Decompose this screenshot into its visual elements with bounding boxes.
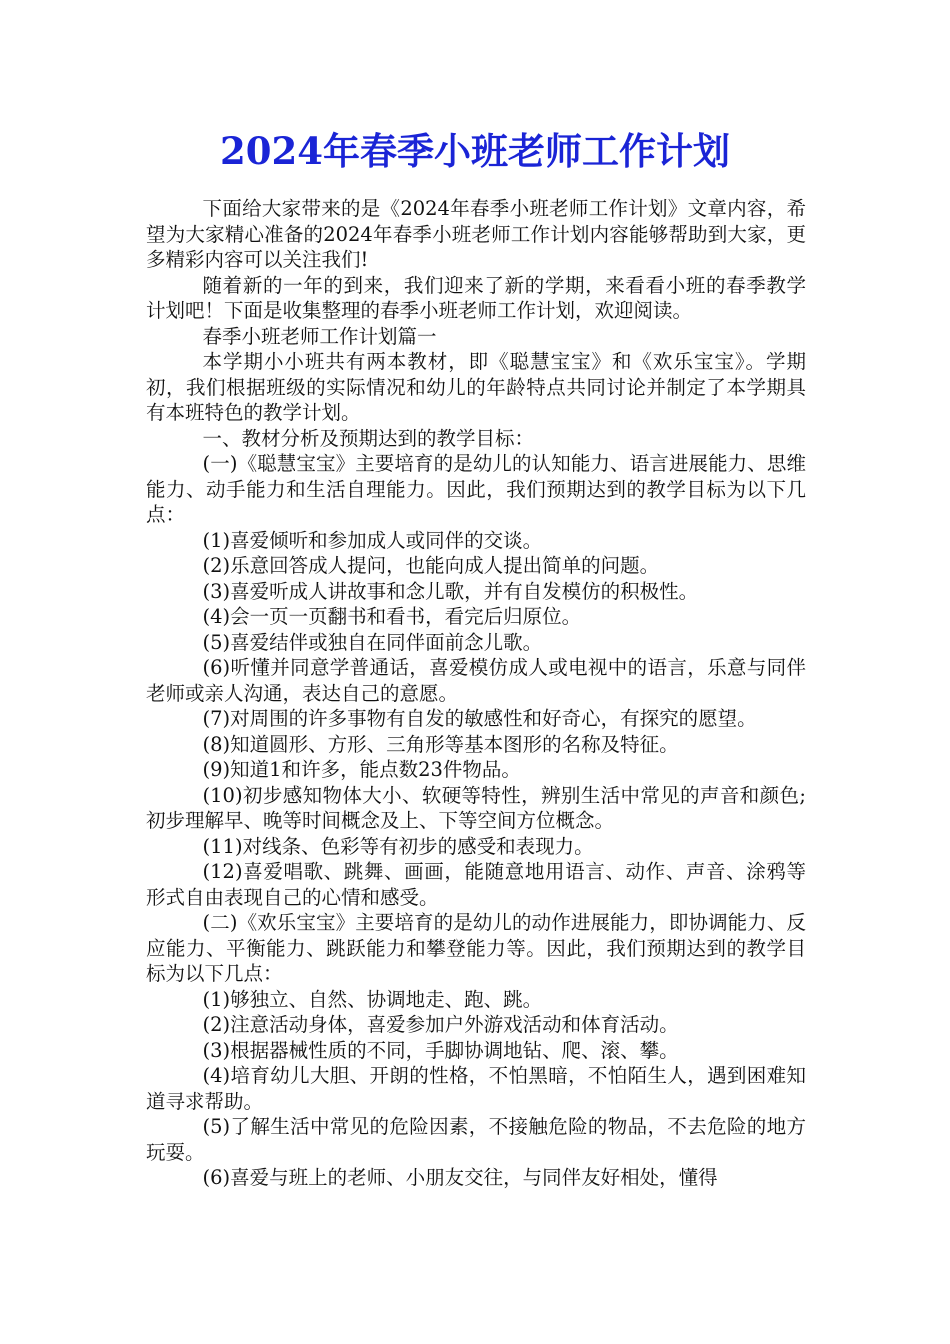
list-item: (12)喜爱唱歌、跳舞、画画，能随意地用语言、动作、声音、涂鸦等形式自由表现自己的心情和感受。 [146, 860, 806, 909]
list-item: (3)根据器械性质的不同，手脚协调地钻、爬、滚、攀。 [202, 1038, 679, 1062]
list-item: (9)知道1和许多，能点数23件物品。 [202, 758, 521, 781]
list-item: (4)会一页一页翻书和看书，看完后归原位。 [202, 605, 582, 628]
list-item: (10)初步感知物体大小、软硬等特性，辨别生活中常见的声音和颜色;初步理解早、晚等时间概念及上、下等空间方位概念。 [146, 783, 806, 832]
section-heading: 春季小班老师工作计划篇一 [202, 324, 437, 348]
document-body [146, 196, 806, 1191]
list-item: (5)了解生活中常见的危险因素，不接触危险的物品，不去危险的地方玩耍。 [146, 1115, 806, 1164]
list-item: (11)对线条、色彩等有初步的感受和表现力。 [202, 834, 594, 858]
list-item: (7)对周围的许多事物有自发的敏感性和好奇心，有探究的愿望。 [202, 707, 757, 730]
list-item: (4)培育幼儿大胆、开朗的性格，不怕黑暗，不怕陌生人，遇到困难知道寻求帮助。 [146, 1064, 806, 1113]
section-heading: 一、教材分析及预期达到的教学目标： [202, 426, 535, 450]
page-title: 2024年春季小班老师工作计划 [220, 129, 730, 173]
paragraph: 随着新的一年的到来，我们迎来了新的学期，来看看小班的春季教学计划吧！下面是收集整理的春季小班老师工作计划，欢迎阅读。 [146, 273, 806, 322]
list-item: (5)喜爱结伴或独自在同伴面前念儿歌。 [202, 630, 543, 654]
paragraph: 下面给大家带来的是《2024年春季小班老师工作计划》文章内容，希望为大家精心准备的2024年春季小班老师工作计划内容能够帮助到大家，更多精彩内容可以关注我们! [146, 197, 806, 271]
paragraph: (二)《欢乐宝宝》主要培育的是幼儿的动作进展能力，即协调能力、反应能力、平衡能力、跳跃能力和攀登能力等。因此，我们预期达到的教学目标为以下几点： [146, 911, 806, 985]
list-item: (6)喜爱与班上的老师、小朋友交往，与同伴友好相处，懂得 [202, 1166, 718, 1189]
list-item: (1)喜爱倾听和参加成人或同伴的交谈。 [202, 528, 543, 552]
list-item: (8)知道圆形、方形、三角形等基本图形的名称及特征。 [202, 732, 679, 756]
paragraph: 本学期小小班共有两本教材，即《聪慧宝宝》和《欢乐宝宝》。学期初，我们根据班级的实际情况和幼儿的年龄特点共同讨论并制定了本学期具有本班特色的教学计划。 [146, 350, 806, 424]
list-item: (1)够独立、自然、协调地走、跑、跳。 [202, 987, 543, 1011]
paragraph: (一)《聪慧宝宝》主要培育的是幼儿的认知能力、语言进展能力、思维能力、动手能力和生活自理能力。因此，我们预期达到的教学目标为以下几点： [146, 452, 806, 526]
list-item: (2)注意活动身体，喜爱参加户外游戏活动和体育活动。 [202, 1013, 679, 1036]
list-item: (2)乐意回答成人提问，也能向成人提出简单的问题。 [202, 554, 660, 577]
list-item: (3)喜爱听成人讲故事和念儿歌，并有自发模仿的积极性。 [202, 579, 699, 603]
list-item: (6)听懂并同意学普通话，喜爱模仿成人或电视中的语言，乐意与同伴老师或亲人沟通，表达自己的意愿。 [146, 656, 806, 705]
